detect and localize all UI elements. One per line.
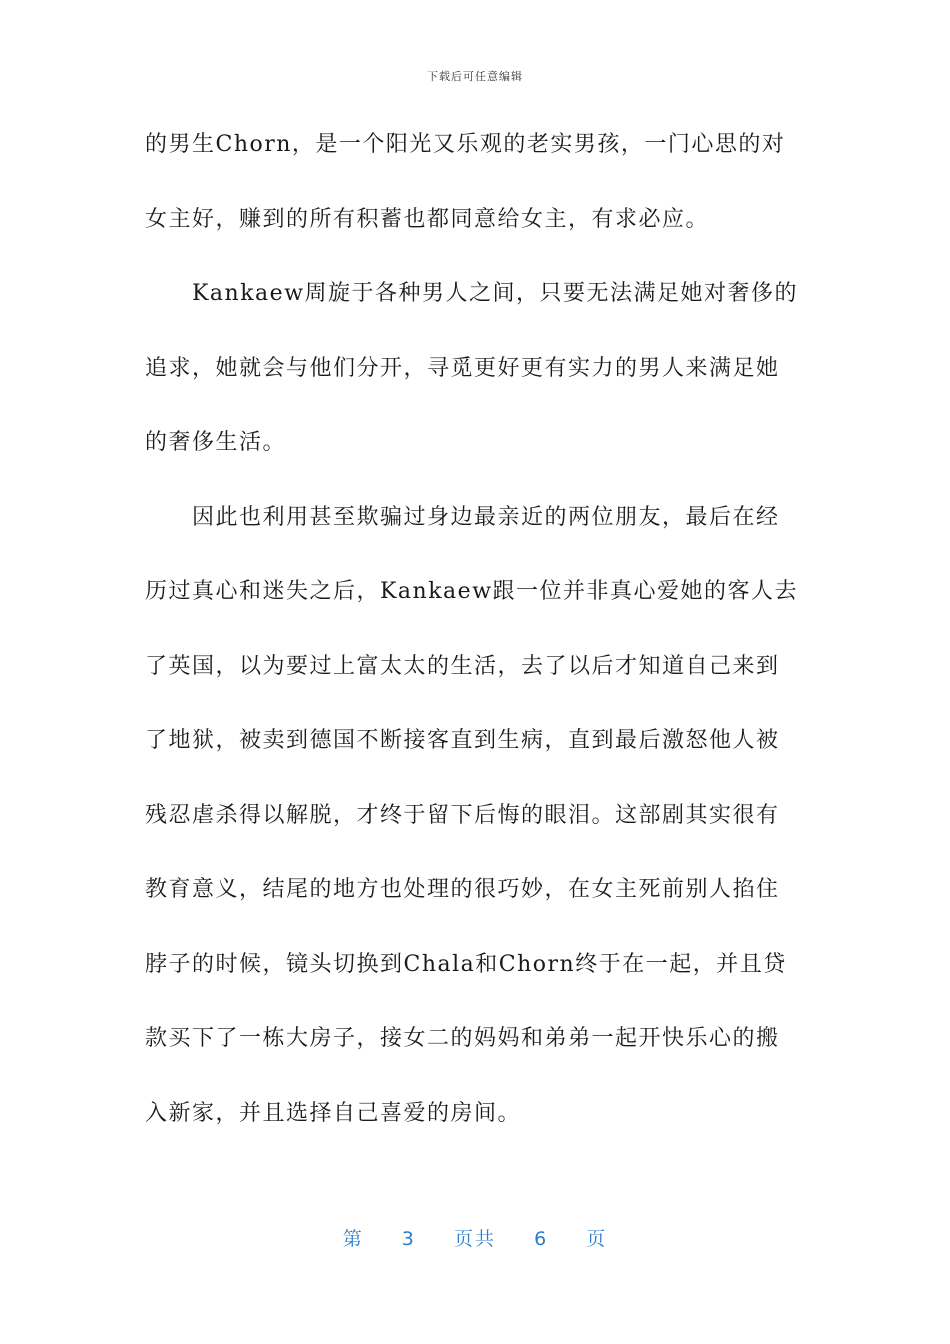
- text-line-11: 教育意义，结尾的地方也处理的很巧妙，在女主死前别人掐住: [145, 877, 780, 902]
- text-line-7: 历过真心和迷失之后，Kankaew跟一位并非真心爱她的客人去: [145, 579, 799, 604]
- footer-middle: 页共: [453, 1228, 496, 1250]
- document-body: [145, 108, 799, 1151]
- text-line-4: 追求，她就会与他们分开，寻觅更好更有实力的男人来满足她: [145, 355, 780, 381]
- text-line-2: 女主好，赚到的所有积蓄也都同意给女主，有求必应。: [145, 206, 710, 232]
- text-line-9: 了地狱，被卖到德国不断接客直到生病，直到最后激怒他人被: [145, 728, 780, 753]
- text-line-10: 残忍虐杀得以解脱，才终于留下后悔的眼泪。这部剧其实很有: [145, 802, 780, 828]
- text-line-13: 款买下了一栋大房子，接女二的妈妈和弟弟一起开快乐心的搬: [145, 1026, 780, 1051]
- footer-total-pages: 6: [534, 1228, 549, 1250]
- footer-suffix: 页: [586, 1228, 608, 1250]
- footer-prefix: 第: [342, 1228, 364, 1250]
- page-footer: [0, 1224, 950, 1251]
- footer-current-page: 3: [401, 1228, 416, 1250]
- text-line-1: 的男生Chorn，是一个阳光又乐观的老实男孩，一门心思的对: [145, 132, 786, 157]
- text-line-14: 入新家，并且选择自己喜爱的房间。: [145, 1100, 522, 1126]
- text-line-6: 因此也利用甚至欺骗过身边最亲近的两位朋友，最后在经: [145, 504, 780, 530]
- text-line-8: 了英国，以为要过上富太太的生活，去了以后才知道自己来到: [145, 653, 780, 679]
- page-header: 下载后可任意编辑: [427, 70, 523, 83]
- text-line-12: 脖子的时候，镜头切换到Chala和Chorn终于在一起，并且贷: [145, 951, 787, 977]
- text-line-3: Kankaew周旋于各种男人之间，只要无法满足她对奢侈的: [145, 281, 799, 306]
- text-line-5: 的奢侈生活。: [145, 430, 287, 455]
